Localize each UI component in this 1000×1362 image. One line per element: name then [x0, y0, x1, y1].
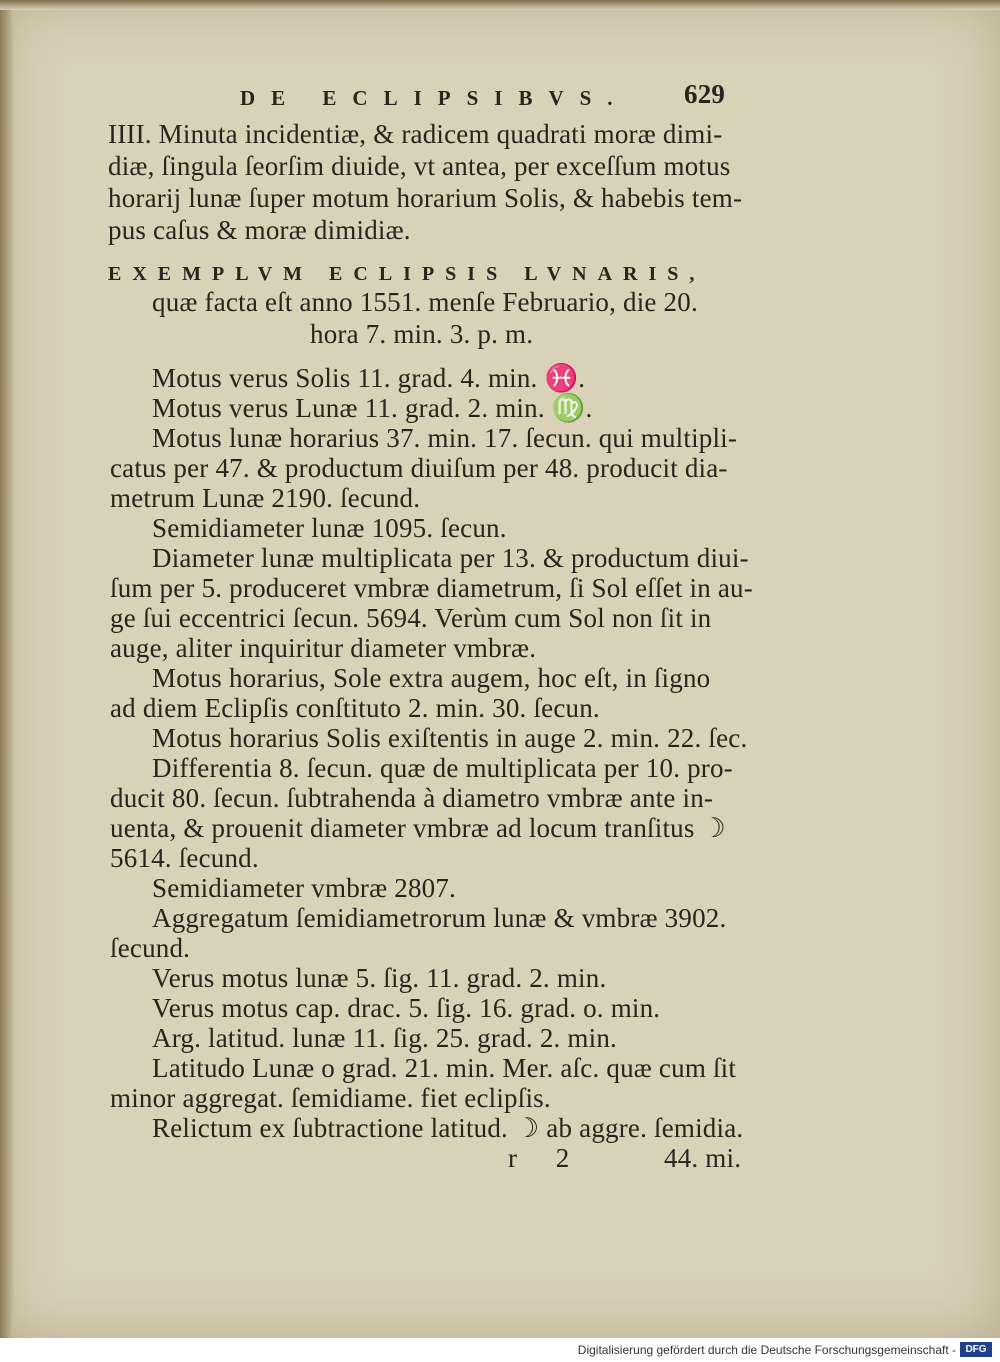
- text-line: Diameter lunæ multiplicata per 13. & productum diui-: [152, 543, 749, 573]
- catchword: 44. mi.: [664, 1143, 742, 1173]
- footer-credit: Digitalisierung gefördert durch die Deutsche Forschungsgemeinschaft -: [577, 1343, 956, 1357]
- page-binding-edge: [0, 0, 14, 1338]
- page-number: 629: [684, 79, 726, 109]
- text-line: uenta, & prouenit diameter vmbræ ad locum tranſitus ☽: [110, 813, 726, 843]
- text-line: Aggregatum ſemidiametrorum lunæ & vmbræ 3902.: [152, 903, 727, 933]
- text-line: metrum Lunæ 2190. ſecund.: [110, 483, 421, 513]
- text-line: Relictum ex ſubtractione latitud. ☽ ab aggre. ſemidia.: [152, 1113, 744, 1143]
- text-line: Motus horarius Solis exiſtentis in auge 2. min. 22. ſec.: [152, 723, 748, 753]
- text-line: ſecund.: [110, 933, 191, 963]
- example-subheading: hora 7. min. 3. p. m.: [310, 319, 534, 349]
- text-line: Verus motus lunæ 5. ſig. 11. grad. 2. min.: [152, 963, 607, 993]
- text-line: 5614. ſecund.: [110, 843, 259, 873]
- text-line: Differentia 8. ſecun. quæ de multiplicata per 10. pro-: [152, 753, 733, 783]
- text-line: Arg. latitud. lunæ 11. ſig. 25. grad. 2. min.: [152, 1023, 617, 1053]
- example-heading: EXEMPLVM ECLIPSIS LVNARIS,: [108, 263, 706, 285]
- text-line: diæ, ſingula ſeorſim diuide, vt antea, per exceſſum motus: [108, 151, 731, 181]
- text-line: Motus lunæ horarius 37. min. 17. ſecun. qui multipli-: [152, 423, 738, 453]
- text-line: ducit 80. ſecun. ſubtrahenda à diametro vmbræ ante in-: [110, 783, 714, 813]
- text-line: Motus verus Lunæ 11. grad. 2. min. ♍.: [152, 393, 593, 423]
- text-line: catus per 47. & productum diuiſum per 48. producit dia-: [110, 453, 728, 483]
- text-line: minor aggregat. ſemidiame. fiet eclipſis.: [110, 1083, 551, 1113]
- text-line: pus caſus & moræ dimidiæ.: [108, 215, 411, 245]
- example-subheading: quæ facta eſt anno 1551. menſe Februario, die 20.: [152, 287, 698, 317]
- text-line: Verus motus cap. drac. 5. ſig. 16. grad. o. min.: [152, 993, 661, 1023]
- running-title: DE ECLIPSIBVS.: [240, 86, 629, 110]
- text-line: Semidiameter lunæ 1095. ſecun.: [152, 513, 507, 543]
- text-line: IIII. Minuta incidentiæ, & radicem quadrati moræ dimi-: [108, 119, 723, 149]
- text-line: ad diem Eclipſis conſtituto 2. min. 30. ſecun.: [110, 693, 600, 723]
- text-line: Motus verus Solis 11. grad. 4. min. ♓.: [152, 363, 586, 393]
- text-line: ge ſui eccentrici ſecun. 5694. Verùm cum Sol non ſit in: [110, 603, 712, 633]
- text-line: ſum per 5. produceret vmbræ diametrum, ſi Sol eſſet in au-: [110, 573, 753, 603]
- page-top-edge: [0, 0, 1000, 10]
- dfg-logo: DFG: [960, 1342, 992, 1357]
- text-line: Latitudo Lunæ o grad. 21. min. Mer. aſc. quæ cum ſit: [152, 1053, 737, 1083]
- text-line: horarij lunæ ſuper motum horarium Solis, & habebis tem-: [108, 183, 743, 213]
- digitization-footer: [0, 1338, 1000, 1362]
- text-line: auge, aliter inquiritur diameter vmbræ.: [110, 633, 537, 663]
- text-line: Semidiameter vmbræ 2807.: [152, 873, 457, 903]
- signature-mark: r 2: [508, 1143, 586, 1173]
- text-line: Motus horarius, Sole extra augem, hoc eſt, in ſigno: [152, 663, 711, 693]
